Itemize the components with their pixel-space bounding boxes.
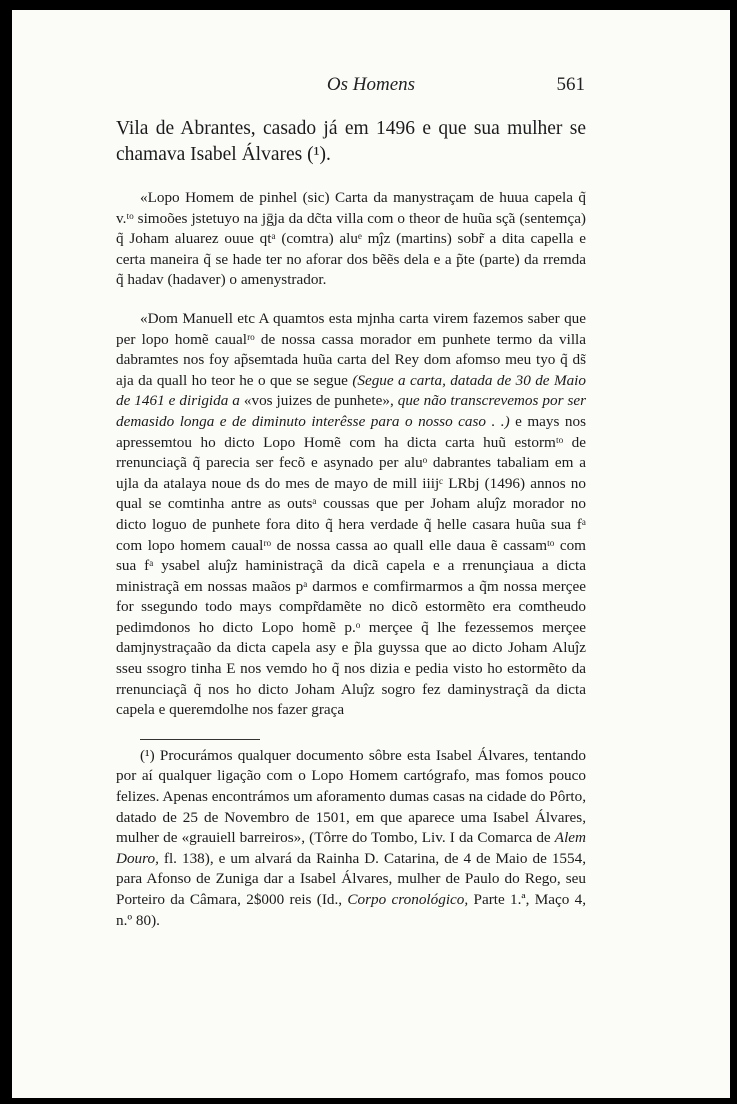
- quote-paragraph-2: [116, 309, 586, 721]
- quote1-text: «Lopo Homem de pinhel (sic) Carta da manystraçam de huua capela q̃ v.ᵗᵒ simoões jstetuyo na jḡja da dc̃ta villa com o theor de huũa sç̃a (sentemça) q̃ Joham aluarez ouue qtᵃ (comtra) aluᵉ mĵz (martins) sobr̃ a dita capella e certa maneira q̃ se hade ter no aforar dos bẽẽs dela e a p̃te (parte) da rremda q̃ hadav (hadaver) o amenystrador.: [116, 189, 586, 289]
- book-page: [12, 10, 730, 1098]
- body-text: [116, 116, 586, 931]
- intro-paragraph: [116, 116, 586, 168]
- footnote-text-c: Parte 1.ª, Maço 4, n.º 80).: [116, 891, 587, 929]
- quote2-text-c: e mays nos apressemtou ho dicto Lopo Homẽ com ha dicta carta huũ estormᵗᵒ de rrenunciaçã q̃ parecia ser fecõ e asynado per aluᵒ dabrantes tabaliam em a ujla da atalaya noue ds do mes de mayo de mill iiijᶜ LRbj (1496) annos no qual se comtinha antre as outsᵃ coussas que per Joham aluĵz morador no dicto loguo de punhete fora dito q̃ hera verdade q̃ helle casara huũa sua fᵃ com lopo homem caualʳᵒ de nossa cassa ao quall elle daua ẽ cassamᵗᵒ com sua fᵃ ysabel aluĵz haministraçã da dicã capela e a rrenunçiaua a dicta ministraçã em nossas maãos pᵃ darmos e comfirmarmos a q̃m nossa merçee for ssegundo todo mays compr̃damẽte no dicõ estormẽto era comtheudo pedimdonos ho dicto Lopo homẽ p.ᵒ merçee q̃ lhe fezessemos merçee damjnystraçaão da dicta capela asy e p̃la guyssa que ao dicto Joham Aluĵz sseu ssogro tinha E nos vemdo ho q̃ nos dizia e pedia visto ho estormẽto da rrenunciaçã q̃ nos ho dicto Joham Aluĵz sogro fez daminystraçã da dicta capela e queremdolhe nos fazer graça: [116, 412, 587, 719]
- editorial-note-a: (Segue a carta, datada de 30 de Maio de 1461 e dirigida a: [116, 371, 586, 410]
- page-number: 561: [556, 74, 585, 95]
- quote2-text-a: «Dom Manuell etc A quamtos esta mjnha carta virem fazemos saber que per lopo homẽ caualʳᵒ de nossa cassa morador em punhete termo da villa dabramtes nos foy ap̃semtada huũa carta del Rey dom afomso meu tyo q̃ ds̃ aja da quall ho teor he o que se segue: [116, 309, 586, 389]
- running-title: Os Homens: [326, 74, 416, 95]
- editorial-note-b: que não transcrevemos por ser demasido longa e de diminuto interêsse para o nosso caso . .): [116, 392, 587, 430]
- footnote: [116, 746, 586, 931]
- quote2-text-b: «vos juizes de punhete»,: [243, 392, 394, 410]
- footnote-reference: (¹).: [307, 144, 331, 165]
- footnote-text-a: (¹) Procurámos qualquer documento sôbre esta Isabel Álvares, tentando por aí qualquer ligação com o Lopo Homem cartógrafo, mas fomos pouco felizes. Apenas encontrámos um aforamento dumas casas na cidade do Pôrto, datado de 25 de Novembro de 1501, em que aparece uma Isabel Álvares, mulher de «grauiell barreiros», (Tôrre do Tombo, Liv. I da Comarca de: [116, 746, 586, 847]
- footnote-italic-b: Corpo cronológico,: [347, 891, 469, 908]
- footnote-italic-a: Alem Douro,: [116, 829, 587, 867]
- quote-paragraph-1: [116, 188, 586, 291]
- footnote-divider: [140, 739, 260, 740]
- running-head: [12, 72, 730, 102]
- intro-text: Vila de Abrantes, casado já em 1496 e que sua mulher se chamava Isabel Álvares: [116, 118, 586, 165]
- footnote-text-b: fl. 138), e um alvará da Rainha D. Catarina, de 4 de Maio de 1554, para Afonso de Zuniga dar a Isabel Álvares, mulher de Paulo do Rego, seu Porteiro da Câmara, 2$000 reis (Id.,: [116, 849, 587, 908]
